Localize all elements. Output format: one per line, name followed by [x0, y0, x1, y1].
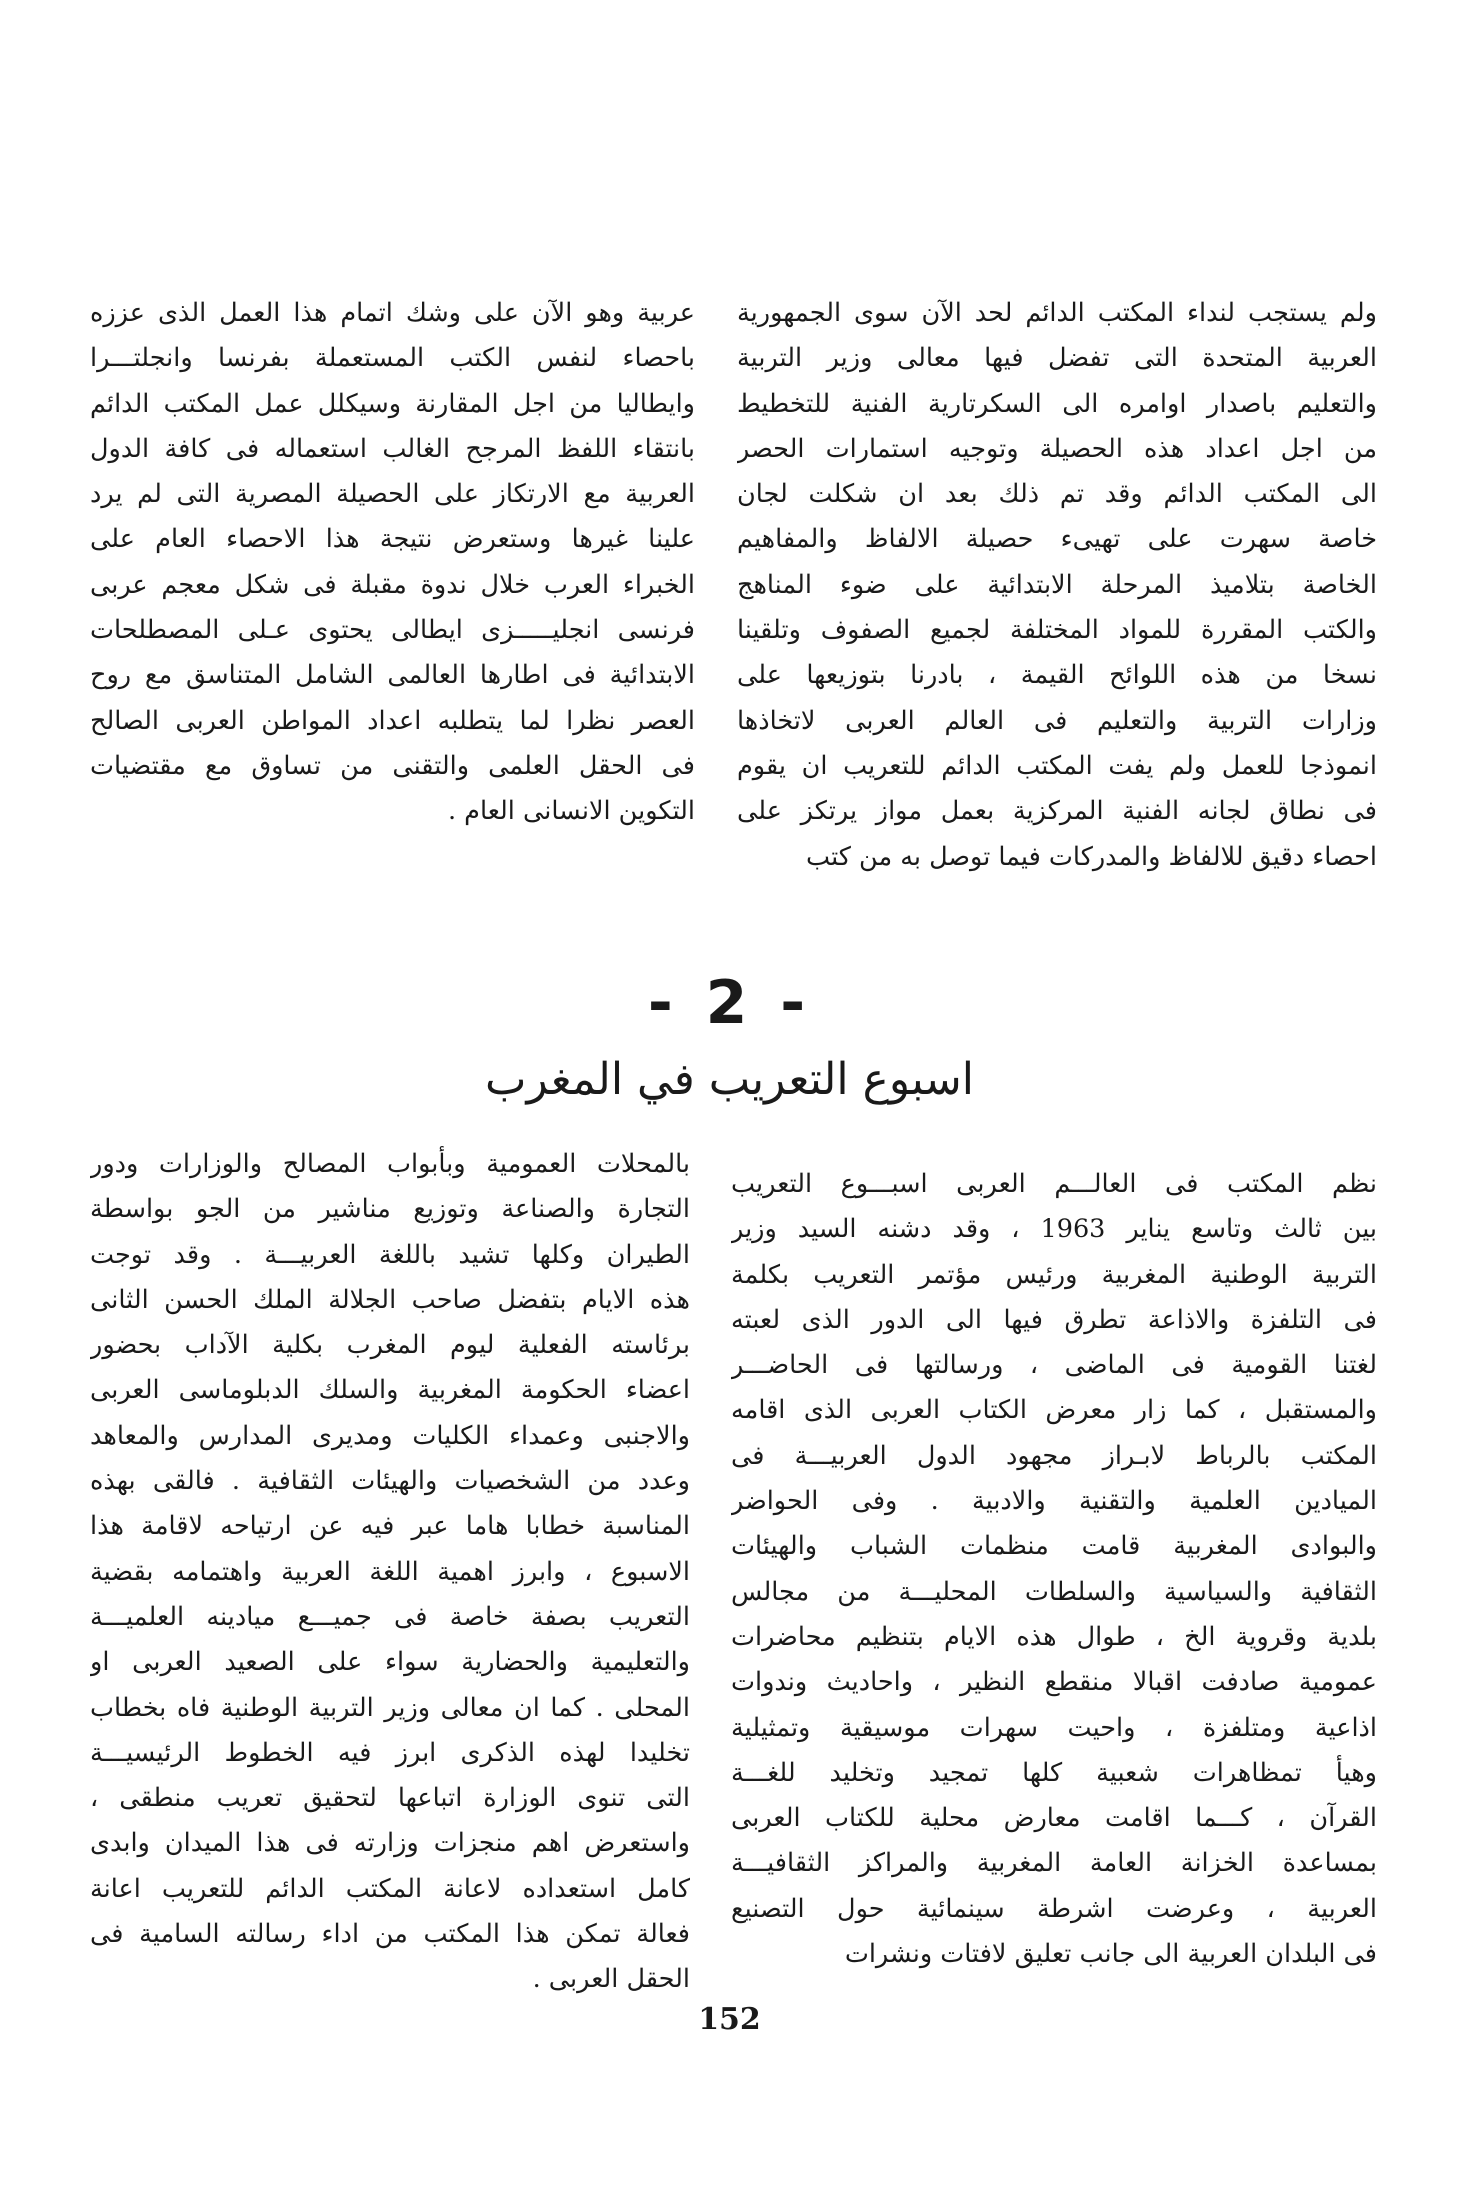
text-line: تخليدا لهذه الذكرى ابرز فيه الخطوط الرئيسيـــة: [90, 1737, 690, 1768]
text-line: ولم يستجب لنداء المكتب الدائم لحد الآن سوى الجمهورية: [737, 298, 1377, 328]
section-title: اسبوع التعريب في المغرب: [485, 1054, 974, 1105]
text-line: باحصاء لنفس الكتب المستعملة بفرنسا وانجلتـــرا: [90, 343, 695, 374]
part1-left-column: [90, 291, 695, 835]
text-line: العربية مع الارتكاز على الحصيلة المصرية التى لم يرد: [90, 479, 695, 510]
text-line: نسخا من هذه اللوائح القيمة ، بادرنا بتوزيعها على: [737, 660, 1377, 691]
text-line: فرنسى انجليـــــزى ايطالى يحتوى عـلى المصطلحات: [90, 615, 695, 646]
part2-right-column: [731, 1162, 1377, 1977]
text-line: بانتقاء اللفظ المرجح الغالب استعماله فى كافة الدول: [90, 433, 695, 464]
part1-right-column: [737, 291, 1377, 880]
text-line: القرآن ، كـــما اقامت معارض محلية للكتاب العربى: [731, 1803, 1377, 1834]
text-line: اذاعية ومتلفزة ، واحيت سهرات موسيقية وتمثيلية: [731, 1712, 1377, 1743]
text-line: الثقافية والسياسية والسلطات المحليـــة من مجالس: [731, 1576, 1377, 1607]
text-line: الطيران وكلها تشيد باللغة العربيـــة . وقد توجت: [90, 1239, 690, 1270]
text-line: وزارات التربية والتعليم فى العالم العربى لاتخاذها: [737, 705, 1377, 736]
text-line: التكوين الانسانى العام .: [447, 796, 695, 827]
text-line: برئاسته الفعلية ليوم المغرب بكلية الآداب بحضور: [90, 1330, 690, 1361]
text-line: بين ثالث وتاسع يناير 1963 ، وقد دشنه السيد وزير: [731, 1214, 1377, 1245]
text-line: فى نطاق لجانه الفنية المركزية بعمل مواز يرتكز على: [737, 796, 1377, 827]
text-line: بالمحلات العمومية وبأبواب المصالح والوزارات ودور: [90, 1149, 690, 1179]
text-line: الميادين العلمية والتقنية والادبية . وفى الحواضر: [731, 1486, 1377, 1517]
text-line: الابتدائية فى اطارها العالمى الشامل المتناسق مع روح: [90, 660, 695, 691]
text-line: بمساعدة الخزانة العامة المغربية والمراكز الثقافيـــة: [731, 1848, 1377, 1879]
text-line: العربية المتحدة التى تفضل فيها معالى وزير التربية: [737, 343, 1377, 374]
part2-left-column: [90, 1142, 690, 2003]
text-line: الى المكتب الدائم وقد تم ذلك بعد ان شكلت لجان: [737, 479, 1377, 510]
text-line: والمستقبل ، كما زار معرض الكتاب العربى الذى اقامه: [731, 1395, 1377, 1426]
text-line: فعالة تمكن هذا المكتب من اداء رسالته السامية فى: [90, 1919, 690, 1950]
text-line: من اجل اعداد هذه الحصيلة وتوجيه استمارات الحصر: [737, 433, 1377, 464]
text-line: التربية الوطنية المغربية ورئيس مؤتمر التعريب بكلمة: [731, 1259, 1377, 1290]
page-number: 152: [698, 2002, 761, 2037]
text-line: علينا غيرها وستعرض نتيجة هذا الاحصاء العام على: [90, 524, 695, 555]
text-line: والتعليم باصدار اوامره الى السكرتارية الفنية للتخطيط: [737, 388, 1377, 419]
text-line: المحلى . كما ان معالى وزير التربية الوطنية فاه بخطاب: [90, 1692, 690, 1723]
text-line: التى تنوى الوزارة اتباعها لتحقيق تعريب منطقى ،: [90, 1783, 690, 1814]
text-line: التعريب بصفة خاصة فى جميـــع ميادينه العلميـــة: [90, 1601, 690, 1632]
text-line: اعضاء الحكومة المغربية والسلك الدبلوماسى العربى: [90, 1375, 690, 1406]
text-line: بلدية وقروية الخ ، طوال هذه الايام بتنظيم محاضرات: [731, 1621, 1377, 1652]
text-line: فى التلفزة والاذاعة تطرق فيها الى الدور الذى لعبته: [731, 1304, 1377, 1335]
text-line: خاصة سهرت على تهيىء حصيلة الالفاظ والمفاهيم: [737, 524, 1377, 555]
text-line: التجارة والصناعة وتوزيع مناشير من الجو بواسطة: [90, 1194, 690, 1225]
text-line: وهيأ تمظاهرات شعبية كلها تمجيد وتخليد للغـــة: [731, 1757, 1377, 1788]
text-line: المناسبة خطابا هاما عبر فيه عن ارتياحه لاقامة هذا: [90, 1511, 690, 1542]
text-line: هذه الايام بتفضل صاحب الجلالة الملك الحسن الثانى: [90, 1284, 690, 1315]
text-line: الخبراء العرب خلال ندوة مقبلة فى شكل معجم عربى: [90, 569, 695, 600]
text-line: عمومية صادفت اقبالا منقطع النظير ، واحاديث وندوات: [731, 1667, 1377, 1698]
text-line: والاجنبى وعمداء الكليات ومديرى المدارس والمعاهد: [90, 1420, 690, 1451]
text-line: العصر نظرا لما يتطلبه اعداد المواطن العربى الصالح: [90, 705, 695, 736]
text-line: الخاصة بتلاميذ المرحلة الابتدائية على ضوء المناهج: [737, 569, 1377, 600]
text-line: انموذجا للعمل ولم يفت المكتب الدائم للتعريب ان يقوم: [737, 750, 1377, 781]
text-line: والتعليمية والحضارية سواء على الصعيد العربى او: [90, 1647, 690, 1678]
text-line: والبوادى المغربية قامت منظمات الشباب والهيئات: [731, 1531, 1377, 1562]
text-line: لغتنا القومية فى الماضى ، ورسالتها فى الحاضـــر: [731, 1350, 1377, 1381]
text-line: وايطاليا من اجل المقارنة وسيكلل عمل المكتب الدائم: [90, 388, 695, 419]
section-number: - 2 -: [647, 968, 812, 1038]
text-line: والكتب المقررة للمواد المختلفة لجميع الصفوف وتلقينا: [737, 615, 1377, 646]
text-line: واستعرض اهم منجزات وزارته فى هذا الميدان وابدى: [90, 1828, 690, 1859]
text-line: فى البلدان العربية الى جانب تعليق لافتات ونشرات: [844, 1939, 1377, 1970]
text-line: المكتب بالرباط لابـراز مجهود الدول العربيـــة فى: [731, 1440, 1377, 1471]
text-line: العربية ، وعرضت اشرطة سينمائية حول التصنيع: [731, 1893, 1377, 1924]
text-line: فى الحقل العلمى والتقنى من تساوق مع مقتضيات: [90, 750, 695, 781]
text-line: نظم المكتب فى العالـــم العربى اسبـــوع التعريب: [731, 1169, 1377, 1199]
text-line: عربية وهو الآن على وشك اتمام هذا العمل الذى عززه: [90, 298, 695, 328]
text-line: الحقل العربى .: [532, 1964, 690, 1995]
text-line: الاسبوع ، وابرز اهمية اللغة العربية واهتمامه بقضية: [90, 1556, 690, 1587]
text-line: احصاء دقيق للالفاظ والمدركات فيما توصل به من كتب: [806, 841, 1377, 872]
text-line: وعدد من الشخصيات والهيئات الثقافية . فالقى بهذه: [90, 1466, 690, 1497]
text-line: كامل استعداده لاعانة المكتب الدائم للتعريب اعانة: [90, 1873, 690, 1904]
